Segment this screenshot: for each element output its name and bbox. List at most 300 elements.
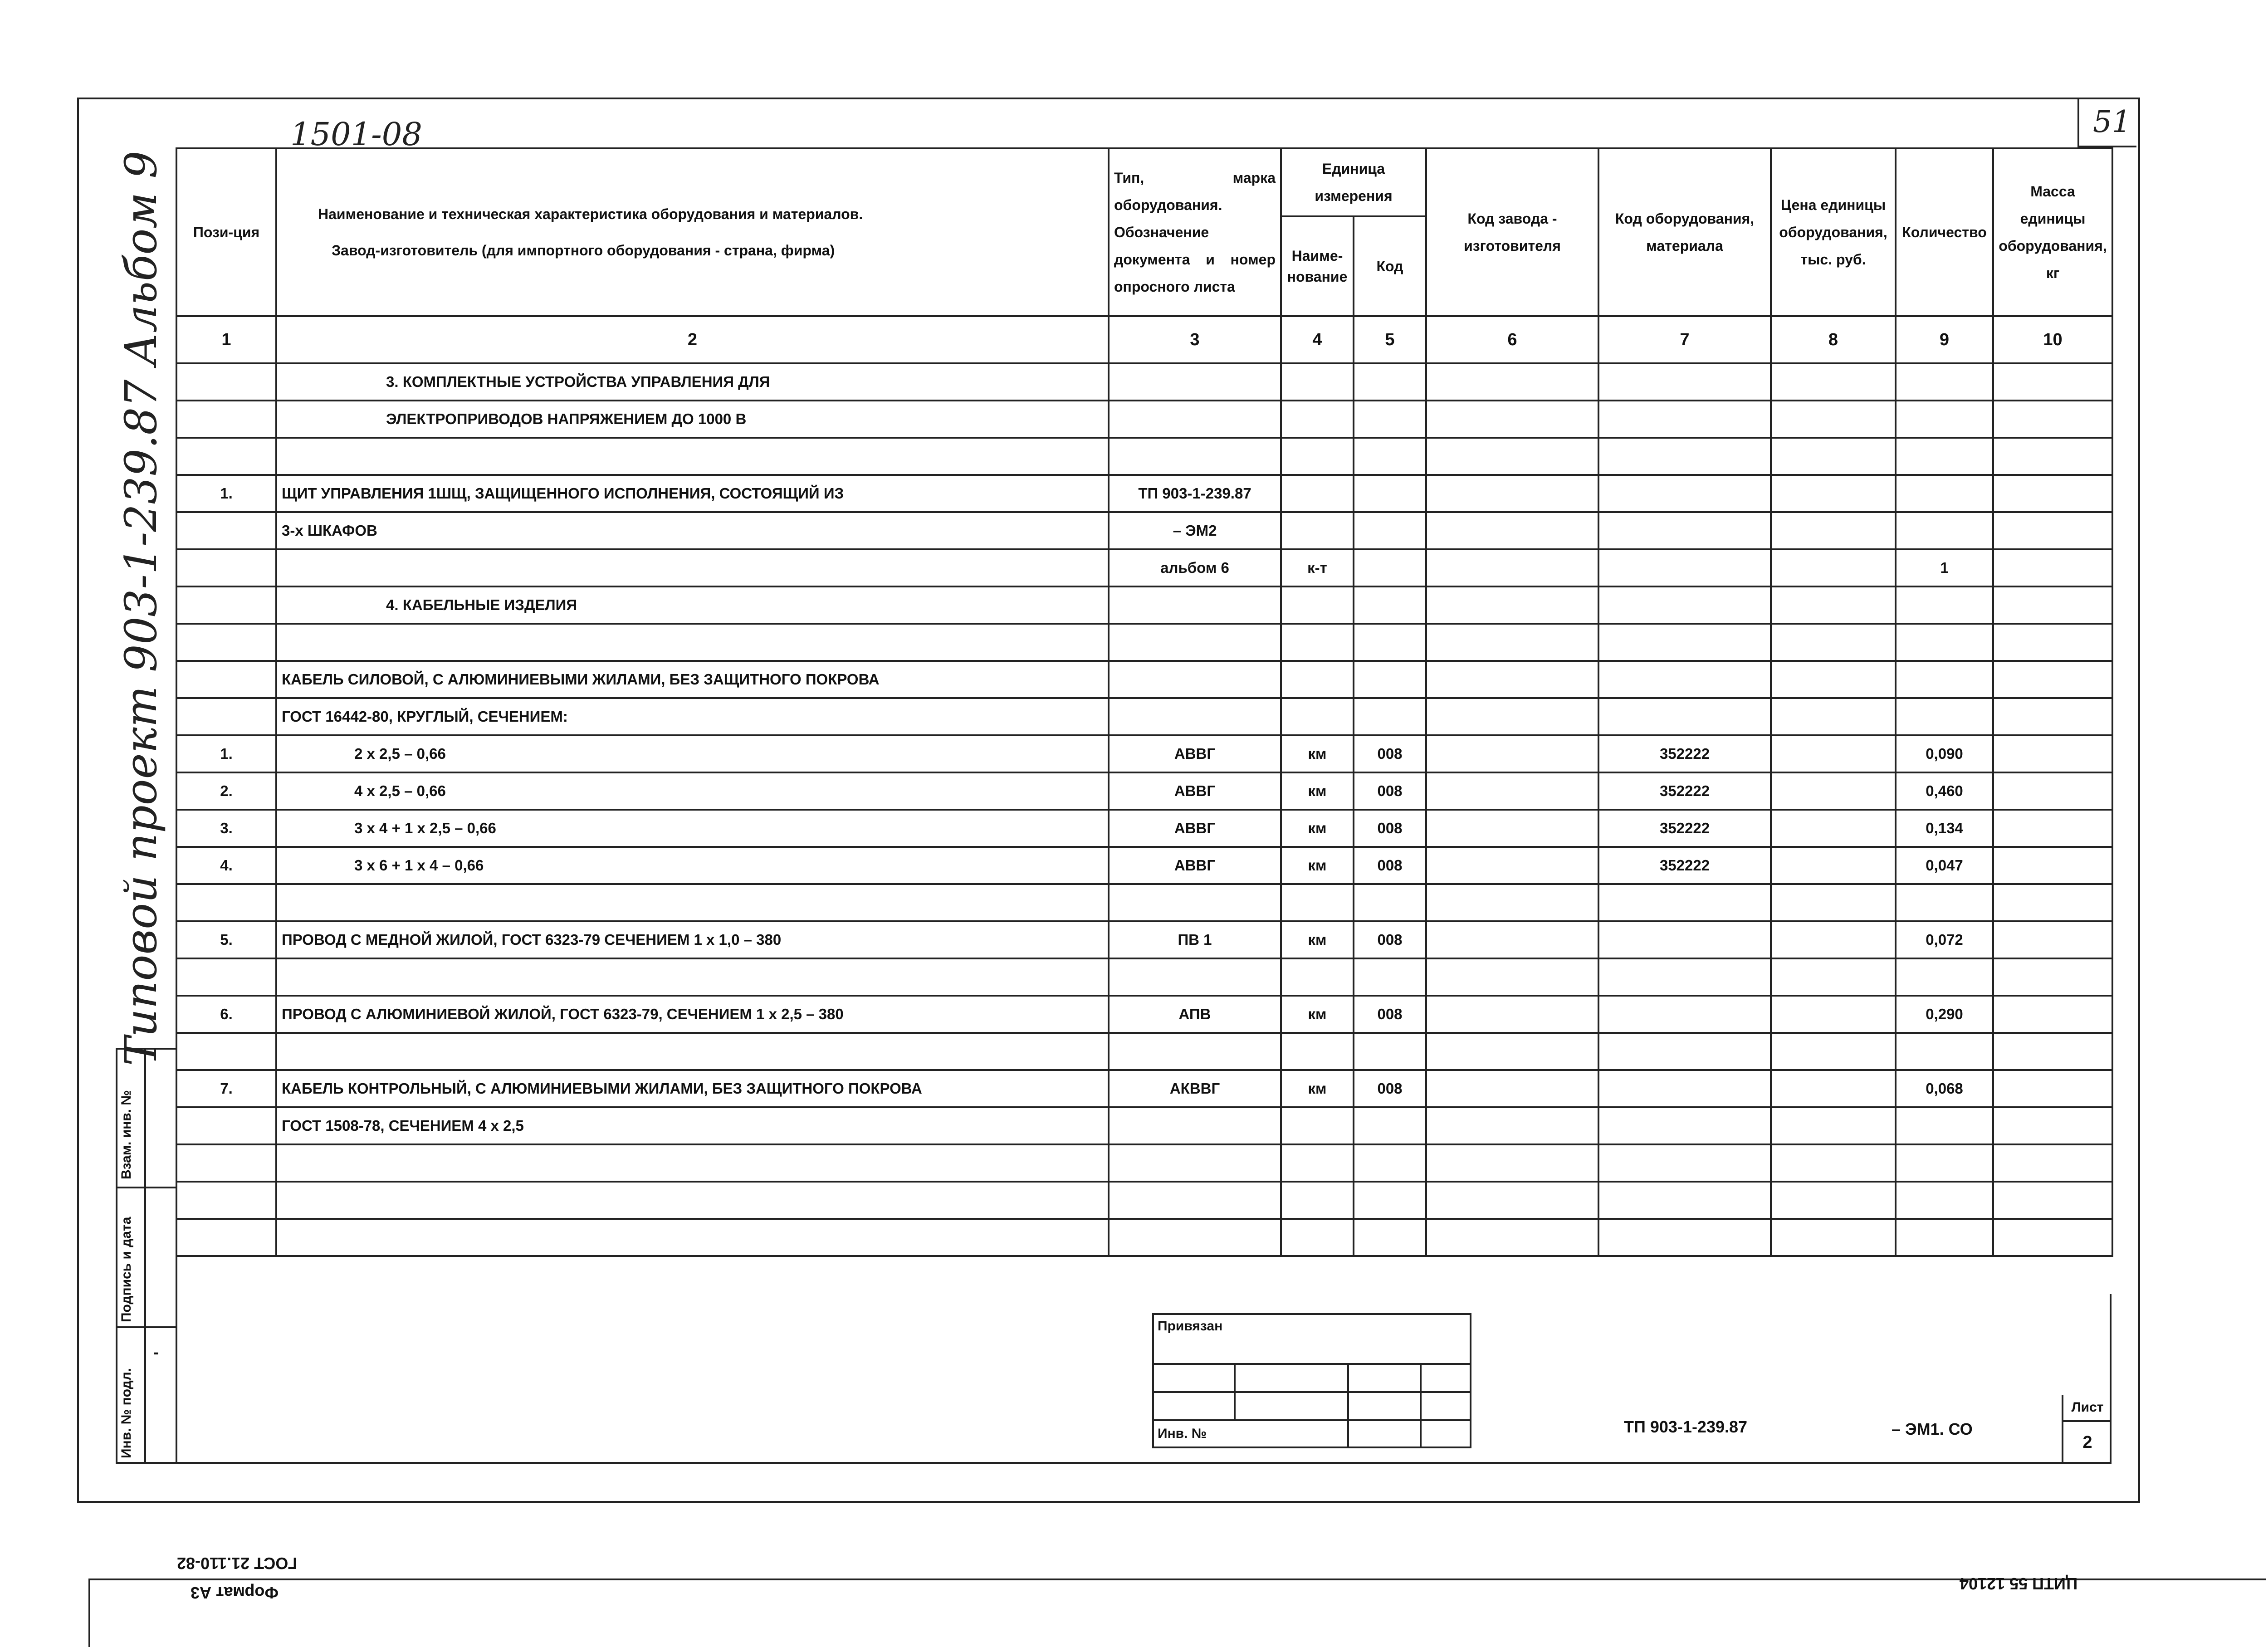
row-unit-code [1354, 438, 1426, 475]
row-unit-code [1354, 884, 1426, 921]
row-factory-code [1426, 1070, 1598, 1107]
row-factory-code [1426, 1033, 1598, 1070]
row-qty [1896, 698, 1993, 735]
row-pos [176, 698, 276, 735]
row-equip-code [1598, 996, 1771, 1033]
table-row [176, 772, 2112, 810]
row-unit-code [1354, 512, 1426, 549]
page-number: 51 [2093, 104, 2131, 139]
row-factory-code [1426, 1144, 1598, 1182]
table-row [176, 1219, 2112, 1256]
col-header-unit-group: Единица измерения [1281, 148, 1426, 216]
table-row [176, 549, 2112, 586]
row-price [1771, 921, 1896, 958]
row-unit-code [1354, 1144, 1426, 1182]
page-number-box [2077, 98, 2136, 147]
row-name: КАБЕЛЬ СИЛОВОЙ, С АЛЮМИНИЕВЫМИ ЖИЛАМИ, БЕЗ ЗАЩИТНОГО ПОКРОВА [276, 661, 1109, 698]
table-row [176, 847, 2112, 884]
table-row [176, 1144, 2112, 1182]
row-factory-code [1426, 847, 1598, 884]
row-type [1109, 698, 1281, 735]
row-equip-code [1598, 549, 1771, 586]
row-mass [1993, 661, 2112, 698]
table-row [176, 698, 2112, 735]
stamp-cell [1153, 1364, 1235, 1392]
row-name [276, 1182, 1109, 1219]
row-qty [1896, 1219, 1993, 1256]
sheet-number: 2 [2082, 1433, 2092, 1452]
col-num: 3 [1109, 316, 1281, 363]
row-unit-code: 008 [1354, 772, 1426, 810]
row-qty [1896, 661, 1993, 698]
row-mass [1993, 401, 2112, 438]
footer-frame-line [88, 1579, 2266, 1580]
row-price [1771, 363, 1896, 401]
row-name: КАБЕЛЬ КОНТРОЛЬНЫЙ, С АЛЮМИНИЕВЫМИ ЖИЛАМИ, БЕЗ ЗАЩИТНОГО ПОКРОВА [276, 1070, 1109, 1107]
row-mass [1993, 810, 2112, 847]
footer-format: Формат А3 [191, 1583, 279, 1602]
row-unit-name [1281, 438, 1354, 475]
col-header-pos: Пози-ция [176, 148, 276, 316]
row-price [1771, 996, 1896, 1033]
row-mass [1993, 512, 2112, 549]
row-qty [1896, 401, 1993, 438]
row-price [1771, 1182, 1896, 1219]
table-row [176, 438, 2112, 475]
row-unit-name [1281, 475, 1354, 512]
row-name: ЩИТ УПРАВЛЕНИЯ 1ШЩ, ЗАЩИЩЕННОГО ИСПОЛНЕНИЯ, СОСТОЯЩИЙ ИЗ [276, 475, 1109, 512]
row-factory-code [1426, 735, 1598, 772]
row-price [1771, 1070, 1896, 1107]
row-price [1771, 772, 1896, 810]
inv-no-label: Инв. № [1153, 1420, 1348, 1447]
row-equip-code [1598, 624, 1771, 661]
row-mass [1993, 1219, 2112, 1256]
row-equip-code [1598, 401, 1771, 438]
col-num: 2 [276, 316, 1109, 363]
col-num: 7 [1598, 316, 1771, 363]
row-name: 3-х ШКАФОВ [276, 512, 1109, 549]
row-equip-code [1598, 475, 1771, 512]
row-price [1771, 475, 1896, 512]
row-pos: 3. [176, 810, 276, 847]
row-equip-code [1598, 921, 1771, 958]
row-unit-name [1281, 1033, 1354, 1070]
inv-podl-label: Инв. № подл. [119, 1368, 134, 1458]
row-equip-code: 352222 [1598, 810, 1771, 847]
row-unit-code: 008 [1354, 1070, 1426, 1107]
col-header-factory-code: Код завода - изготовителя [1426, 148, 1598, 316]
row-equip-code [1598, 586, 1771, 624]
stamp-cell [1421, 1392, 1471, 1420]
row-factory-code [1426, 772, 1598, 810]
row-equip-code [1598, 698, 1771, 735]
row-factory-code [1426, 363, 1598, 401]
row-type: ПВ 1 [1109, 921, 1281, 958]
row-unit-name: км [1281, 772, 1354, 810]
row-type [1109, 624, 1281, 661]
row-pos [176, 363, 276, 401]
row-factory-code [1426, 921, 1598, 958]
row-equip-code [1598, 512, 1771, 549]
row-factory-code [1426, 810, 1598, 847]
row-unit-code [1354, 958, 1426, 996]
row-name: 3 х 4 + 1 х 2,5 – 0,66 [276, 810, 1109, 847]
row-name: ЭЛЕКТРОПРИВОДОВ НАПРЯЖЕНИЕМ ДО 1000 В [276, 401, 1109, 438]
table-row [176, 810, 2112, 847]
stamp-area [176, 1294, 2112, 1464]
row-qty [1896, 363, 1993, 401]
table-row [176, 1070, 2112, 1107]
row-name [276, 549, 1109, 586]
row-pos [176, 1107, 276, 1144]
row-qty: 0,460 [1896, 772, 1993, 810]
row-qty: 1 [1896, 549, 1993, 586]
row-pos: 1. [176, 475, 276, 512]
row-type [1109, 884, 1281, 921]
row-type [1109, 1107, 1281, 1144]
row-pos [176, 1219, 276, 1256]
table-row [176, 996, 2112, 1033]
row-equip-code [1598, 1144, 1771, 1182]
row-price [1771, 438, 1896, 475]
row-equip-code [1598, 1033, 1771, 1070]
row-factory-code [1426, 549, 1598, 586]
row-equip-code [1598, 438, 1771, 475]
row-type [1109, 1182, 1281, 1219]
row-unit-code [1354, 661, 1426, 698]
table-row [176, 884, 2112, 921]
row-name: ПРОВОД С МЕДНОЙ ЖИЛОЙ, ГОСТ 6323-79 СЕЧЕНИЕМ 1 х 1,0 – 380 [276, 921, 1109, 958]
row-name: ГОСТ 16442-80, КРУГЛЫЙ, СЕЧЕНИЕМ: [276, 698, 1109, 735]
row-equip-code [1598, 1219, 1771, 1256]
row-unit-code: 008 [1354, 996, 1426, 1033]
stamp-cell [1421, 1364, 1471, 1392]
col-header-qty: Количество [1896, 148, 1993, 316]
row-type: АКВВГ [1109, 1070, 1281, 1107]
table-row [176, 475, 2112, 512]
row-price [1771, 512, 1896, 549]
row-mass [1993, 1033, 2112, 1070]
stamp-designation [1624, 1417, 1747, 1437]
table-row [176, 1107, 2112, 1144]
row-pos: 4. [176, 847, 276, 884]
row-qty: 0,290 [1896, 996, 1993, 1033]
row-type: ТП 903-1-239.87 [1109, 475, 1281, 512]
handwritten-project-title: Типовой проект 903-1-239.87 Альбом 9 [116, 151, 166, 1066]
row-pos [176, 549, 276, 586]
row-price [1771, 549, 1896, 586]
row-type: АВВГ [1109, 847, 1281, 884]
row-price [1771, 958, 1896, 996]
row-mass [1993, 475, 2112, 512]
row-unit-name [1281, 586, 1354, 624]
doc-number-handwritten: 1501-08 [290, 116, 422, 153]
row-equip-code [1598, 1107, 1771, 1144]
col-num: 1 [176, 316, 276, 363]
row-price [1771, 1219, 1896, 1256]
row-factory-code [1426, 438, 1598, 475]
table-row [176, 512, 2112, 549]
row-qty [1896, 438, 1993, 475]
row-mass [1993, 624, 2112, 661]
row-unit-code [1354, 475, 1426, 512]
row-unit-name [1281, 661, 1354, 698]
col-header-equip-code: Код оборудования, материала [1598, 148, 1771, 316]
row-price [1771, 810, 1896, 847]
table-row [176, 586, 2112, 624]
row-pos [176, 512, 276, 549]
row-qty: 0,090 [1896, 735, 1993, 772]
stamp-cell [1235, 1364, 1348, 1392]
table-row [176, 1182, 2112, 1219]
row-unit-name [1281, 1219, 1354, 1256]
row-pos [176, 1033, 276, 1070]
row-equip-code [1598, 1070, 1771, 1107]
footer-gost: ГОСТ 21.110-82 [177, 1554, 298, 1573]
row-unit-code [1354, 549, 1426, 586]
stamp-cell [1348, 1420, 1421, 1447]
row-pos: 2. [176, 772, 276, 810]
row-unit-name [1281, 1182, 1354, 1219]
col-header-name-line2: Завод-изготовитель (для импортного оборудования - страна, фирма) [332, 242, 835, 259]
row-name [276, 1033, 1109, 1070]
row-name [276, 438, 1109, 475]
row-price [1771, 661, 1896, 698]
row-qty [1896, 1144, 1993, 1182]
row-unit-name [1281, 624, 1354, 661]
row-type [1109, 958, 1281, 996]
row-mass [1993, 884, 2112, 921]
row-qty [1896, 958, 1993, 996]
row-factory-code [1426, 624, 1598, 661]
row-unit-code [1354, 1033, 1426, 1070]
row-type [1109, 401, 1281, 438]
row-price [1771, 624, 1896, 661]
row-price [1771, 401, 1896, 438]
row-type: АВВГ [1109, 810, 1281, 847]
row-unit-code [1354, 1107, 1426, 1144]
row-equip-code: 352222 [1598, 847, 1771, 884]
row-mass [1993, 735, 2112, 772]
row-pos [176, 661, 276, 698]
col-num: 5 [1354, 316, 1426, 363]
stamp-cell [1235, 1392, 1348, 1420]
col-header-name [276, 148, 1109, 316]
row-type [1109, 661, 1281, 698]
row-unit-name [1281, 401, 1354, 438]
col-num: 4 [1281, 316, 1354, 363]
row-pos [176, 438, 276, 475]
row-qty: 0,068 [1896, 1070, 1993, 1107]
row-unit-code [1354, 1219, 1426, 1256]
row-type: – ЭМ2 [1109, 512, 1281, 549]
row-name: 3 х 6 + 1 х 4 – 0,66 [276, 847, 1109, 884]
row-qty [1896, 1033, 1993, 1070]
row-name: 2 х 2,5 – 0,66 [276, 735, 1109, 772]
col-header-type: Тип, марка оборудования. Обозначение документа и номер опросного листа [1109, 148, 1281, 316]
table-row [176, 958, 2112, 996]
row-price [1771, 586, 1896, 624]
row-unit-name: км [1281, 921, 1354, 958]
row-unit-code [1354, 586, 1426, 624]
row-unit-code: 008 [1354, 810, 1426, 847]
row-unit-code: 008 [1354, 735, 1426, 772]
stamp-cell [1348, 1392, 1421, 1420]
row-mass [1993, 847, 2112, 884]
row-factory-code [1426, 1219, 1598, 1256]
row-type [1109, 586, 1281, 624]
row-unit-code [1354, 401, 1426, 438]
col-header-unit-code: Код [1354, 216, 1426, 316]
row-mass [1993, 698, 2112, 735]
row-qty: 0,072 [1896, 921, 1993, 958]
stamp-suffix: – ЭМ1. СО [1892, 1420, 1973, 1438]
row-name [276, 624, 1109, 661]
row-equip-code: 352222 [1598, 772, 1771, 810]
row-unit-name: км [1281, 735, 1354, 772]
row-pos [176, 958, 276, 996]
row-factory-code [1426, 958, 1598, 996]
row-pos [176, 884, 276, 921]
row-mass [1993, 363, 2112, 401]
row-qty [1896, 1182, 1993, 1219]
row-price [1771, 698, 1896, 735]
row-name: ПРОВОД С АЛЮМИНИЕВОЙ ЖИЛОЙ, ГОСТ 6323-79, СЕЧЕНИЕМ 1 х 2,5 – 380 [276, 996, 1109, 1033]
row-qty [1896, 1107, 1993, 1144]
row-unit-name [1281, 363, 1354, 401]
row-type [1109, 1219, 1281, 1256]
row-pos: 1. [176, 735, 276, 772]
row-unit-name [1281, 884, 1354, 921]
row-unit-name [1281, 1107, 1354, 1144]
table-row [176, 624, 2112, 661]
row-mass [1993, 1070, 2112, 1107]
row-type [1109, 1144, 1281, 1182]
col-num: 6 [1426, 316, 1598, 363]
row-qty: 0,134 [1896, 810, 1993, 847]
privyazan-block [1152, 1313, 1471, 1448]
row-mass [1993, 438, 2112, 475]
row-qty [1896, 475, 1993, 512]
side-dash: - [153, 1343, 159, 1361]
col-num: 9 [1896, 316, 1993, 363]
row-price [1771, 1144, 1896, 1182]
row-price [1771, 735, 1896, 772]
table-row [176, 1033, 2112, 1070]
col-header-mass: Масса единицы оборудования, кг [1993, 148, 2112, 316]
row-price [1771, 884, 1896, 921]
row-pos: 5. [176, 921, 276, 958]
stamp-cell [1348, 1364, 1421, 1392]
row-name: 4. КАБЕЛЬНЫЕ ИЗДЕЛИЯ [276, 586, 1109, 624]
row-unit-code [1354, 363, 1426, 401]
row-mass [1993, 996, 2112, 1033]
table-row [176, 363, 2112, 401]
row-unit-name: км [1281, 810, 1354, 847]
stamp-designation-text: ТП 903-1-239.87 [1624, 1417, 1748, 1436]
col-header-unit-name: Наиме-нование [1281, 216, 1354, 316]
row-factory-code [1426, 661, 1598, 698]
row-factory-code [1426, 512, 1598, 549]
row-name [276, 1144, 1109, 1182]
row-unit-name: км [1281, 1070, 1354, 1107]
row-pos [176, 401, 276, 438]
row-name: 4 х 2,5 – 0,66 [276, 772, 1109, 810]
side-divider [144, 1048, 146, 1464]
row-unit-code [1354, 624, 1426, 661]
row-unit-name: км [1281, 847, 1354, 884]
row-qty [1896, 884, 1993, 921]
row-equip-code [1598, 1182, 1771, 1219]
row-qty [1896, 624, 1993, 661]
col-header-name-line1: Наименование и техническая характеристика оборудования и материалов. [318, 206, 863, 222]
row-unit-name [1281, 698, 1354, 735]
row-type [1109, 363, 1281, 401]
row-equip-code [1598, 661, 1771, 698]
row-unit-name: к-т [1281, 549, 1354, 586]
row-name [276, 884, 1109, 921]
sheet-label: Лист [2063, 1395, 2112, 1422]
row-factory-code [1426, 475, 1598, 512]
row-type: АПВ [1109, 996, 1281, 1033]
row-type [1109, 1033, 1281, 1070]
row-equip-code [1598, 958, 1771, 996]
row-pos [176, 624, 276, 661]
podpis-data-label: Подпись и дата [119, 1217, 134, 1322]
stamp-cell [1153, 1392, 1235, 1420]
row-unit-name: км [1281, 996, 1354, 1033]
row-qty [1896, 586, 1993, 624]
row-mass [1993, 549, 2112, 586]
row-factory-code [1426, 586, 1598, 624]
row-price [1771, 847, 1896, 884]
footer-frame-left [88, 1579, 90, 1647]
row-factory-code [1426, 401, 1598, 438]
vzam-inv-label: Взам. инв. № [119, 1090, 134, 1179]
row-pos [176, 586, 276, 624]
row-pos [176, 1182, 276, 1219]
row-mass [1993, 958, 2112, 996]
row-name: ГОСТ 1508-78, СЕЧЕНИЕМ 4 х 2,5 [276, 1107, 1109, 1144]
specification-table [176, 147, 2113, 1257]
table-row [176, 401, 2112, 438]
row-price [1771, 1033, 1896, 1070]
table-row [176, 921, 2112, 958]
row-type: альбом 6 [1109, 549, 1281, 586]
row-qty [1896, 512, 1993, 549]
row-pos: 6. [176, 996, 276, 1033]
row-type: АВВГ [1109, 735, 1281, 772]
row-mass [1993, 586, 2112, 624]
row-factory-code [1426, 884, 1598, 921]
row-price [1771, 1107, 1896, 1144]
col-num: 10 [1993, 316, 2112, 363]
row-unit-code: 008 [1354, 921, 1426, 958]
row-factory-code [1426, 1107, 1598, 1144]
row-factory-code [1426, 698, 1598, 735]
row-factory-code [1426, 1182, 1598, 1219]
row-factory-code [1426, 996, 1598, 1033]
row-qty: 0,047 [1896, 847, 1993, 884]
col-header-price: Цена единицы оборудования, тыс. руб. [1771, 148, 1896, 316]
row-mass [1993, 772, 2112, 810]
row-unit-code [1354, 1182, 1426, 1219]
row-mass [1993, 1144, 2112, 1182]
row-unit-code [1354, 698, 1426, 735]
row-type: АВВГ [1109, 772, 1281, 810]
row-mass [1993, 921, 2112, 958]
